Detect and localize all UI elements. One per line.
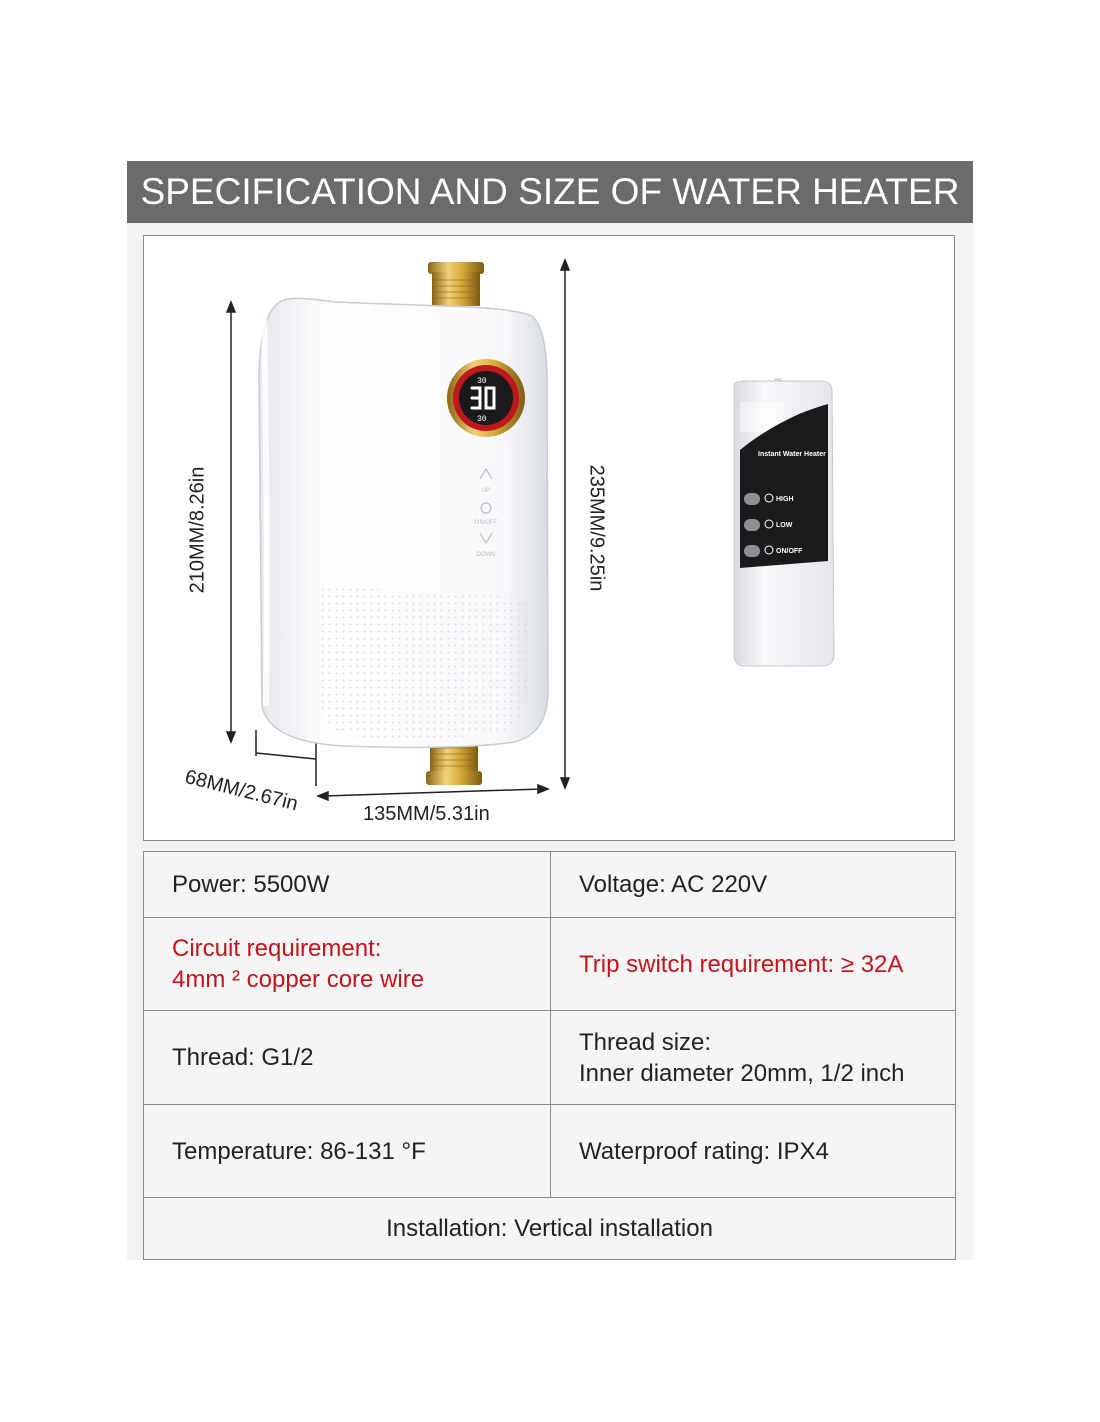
- inlet-pipe: [428, 262, 484, 306]
- svg-text:30: 30: [477, 415, 487, 424]
- remote-title: Instant Water Heater: [758, 451, 826, 458]
- spec-row-installation: [144, 1198, 956, 1260]
- spec-installation: Installation: Vertical installation: [144, 1198, 956, 1260]
- height-main-dimension: 210MM/8.26in: [186, 466, 209, 594]
- spec-voltage: Voltage: AC 220V: [551, 852, 956, 918]
- remote-low-label: LOW: [776, 522, 793, 529]
- spec-row-temperature: [144, 1105, 956, 1198]
- remote-high-label: HIGH: [776, 496, 794, 503]
- svg-text:30: 30: [477, 377, 487, 386]
- spec-thread: Thread: G1/2: [144, 1011, 551, 1105]
- page-title: SPECIFICATION AND SIZE OF WATER HEATER: [127, 161, 973, 223]
- spec-power: Power: 5500W: [144, 852, 551, 918]
- product-figure: [143, 235, 955, 841]
- down-label: DOWN: [476, 552, 496, 558]
- spec-row-power: [144, 852, 956, 918]
- spec-trip-switch: Trip switch requirement: ≥ 32A: [551, 918, 956, 1011]
- product-illustration: [144, 236, 956, 842]
- width-dimension: 135MM/5.31in: [363, 803, 490, 825]
- remote-control: [734, 378, 834, 666]
- up-label: UP: [481, 488, 491, 494]
- spec-thread-size: Thread size: Inner diameter 20mm, 1/2 inch: [551, 1011, 956, 1105]
- onoff-label: ON/OFF: [474, 520, 498, 526]
- temperature-display: [447, 359, 525, 437]
- spec-circuit: Circuit requirement: 4mm ² copper core wire: [144, 918, 551, 1011]
- spec-table: [143, 851, 956, 1260]
- height-total-dimension: 235MM/9.25in: [585, 464, 608, 592]
- spec-row-thread: [144, 1011, 956, 1105]
- spec-row-circuit: [144, 918, 956, 1011]
- remote-onoff-label: ON/OFF: [776, 548, 803, 555]
- spec-waterproof: Waterproof rating: IPX4: [551, 1105, 956, 1198]
- spec-temperature: Temperature: 86-131 °F: [144, 1105, 551, 1198]
- depth-dimension: 68MM/2.67in: [182, 766, 301, 816]
